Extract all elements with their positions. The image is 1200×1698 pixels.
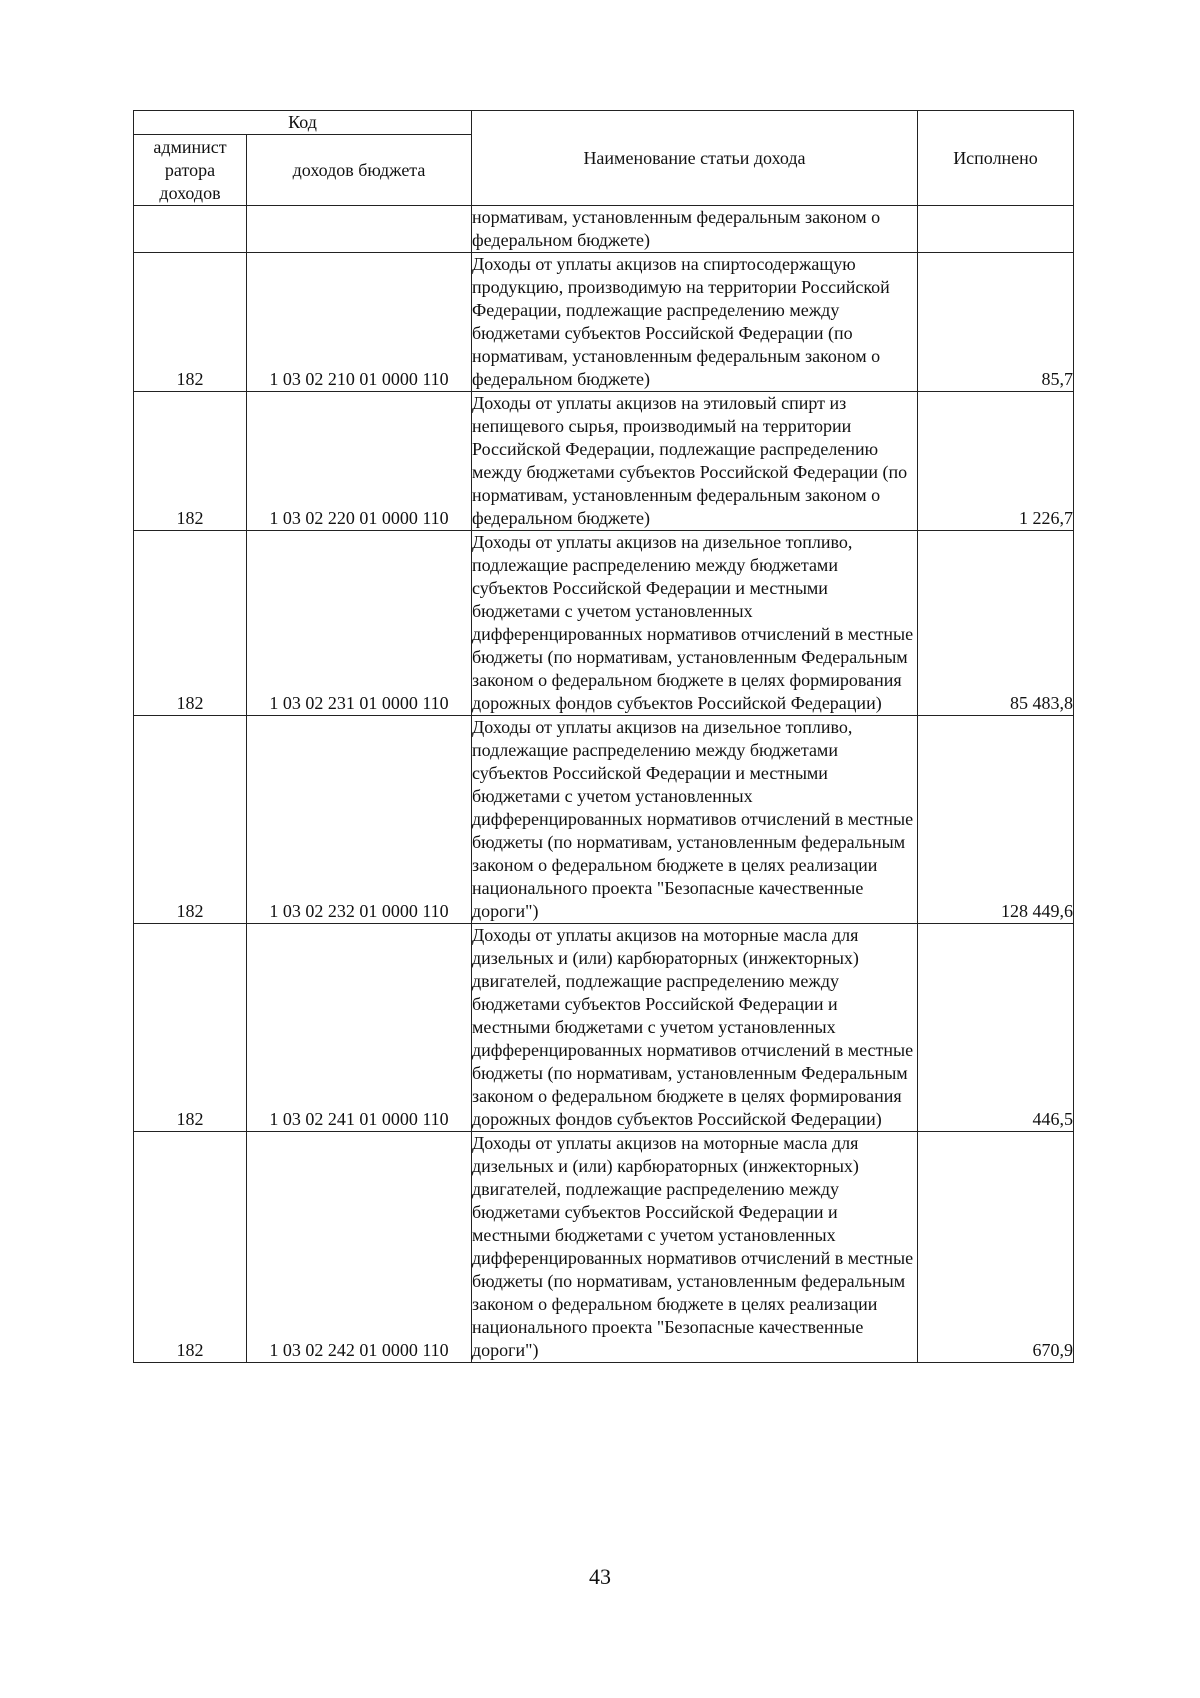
budget-code-cell: 1 03 02 232 01 0000 110 <box>247 716 472 924</box>
executed-cell: 1 226,7 <box>918 392 1074 531</box>
executed-cell: 85,7 <box>918 253 1074 392</box>
administrator-cell: 182 <box>134 1132 247 1363</box>
executed-cell <box>918 206 1074 253</box>
administrator-cell: 182 <box>134 924 247 1132</box>
header-revenue-name: Наименование статьи дохода <box>472 111 918 206</box>
page-number: 43 <box>589 1564 611 1589</box>
revenue-name-cell: Доходы от уплаты акцизов на моторные масла для дизельных и (или) карбюраторных (инжекторных) двигателей, подлежащие распределению между бюджетами субъектов Российской Федерации и местными бюджетами с учетом установленных дифференцированных нормативов отчислений в местные бюджеты (по нормативам, установленным Федеральным законом о федеральном бюджете в целях формирования дорожных фондов субъектов Российской Федерации) <box>472 924 918 1132</box>
table-row <box>134 1132 1074 1363</box>
revenue-name-cell: Доходы от уплаты акцизов на спиртосодержащую продукцию, производимую на территории Российской Федерации, подлежащие распределению между бюджетами субъектов Российской Федерации (по нормативам, установленным федеральным законом о федеральном бюджете) <box>472 253 918 392</box>
table-row <box>134 392 1074 531</box>
table-row <box>134 531 1074 716</box>
revenue-name-cell: Доходы от уплаты акцизов на моторные масла для дизельных и (или) карбюраторных (инжекторных) двигателей, подлежащие распределению между бюджетами субъектов Российской Федерации и местными бюджетами с учетом установленных дифференцированных нормативов отчислений в местные бюджеты (по нормативам, установленным федеральным законом о федеральном бюджете в целях реализации национального проекта "Безопасные качественные дороги") <box>472 1132 918 1363</box>
revenue-name-cell: Доходы от уплаты акцизов на дизельное топливо, подлежащие распределению между бюджетами субъектов Российской Федерации и местными бюджетами с учетом установленных дифференцированных нормативов отчислений в местные бюджеты (по нормативам, установленным Федеральным законом о федеральном бюджете в целях формирования дорожных фондов субъектов Российской Федерации) <box>472 531 918 716</box>
header-executed: Исполнено <box>918 111 1074 206</box>
revenue-table <box>133 110 1074 1363</box>
revenue-name-cell: нормативам, установленным федеральным законом о федеральном бюджете) <box>472 206 918 253</box>
budget-code-cell <box>247 206 472 253</box>
table-row <box>134 206 1074 253</box>
administrator-cell: 182 <box>134 531 247 716</box>
revenue-name-cell: Доходы от уплаты акцизов на этиловый спирт из непищевого сырья, производимый на территории Российской Федерации, подлежащие распределению между бюджетами субъектов Российской Федерации (по нормативам, установленным федеральным законом о федеральном бюджете) <box>472 392 918 531</box>
budget-code-cell: 1 03 02 231 01 0000 110 <box>247 531 472 716</box>
administrator-cell: 182 <box>134 392 247 531</box>
executed-cell: 85 483,8 <box>918 531 1074 716</box>
budget-code-cell: 1 03 02 210 01 0000 110 <box>247 253 472 392</box>
administrator-cell <box>134 206 247 253</box>
header-budget-code: доходов бюджета <box>247 135 472 206</box>
budget-code-cell: 1 03 02 242 01 0000 110 <box>247 1132 472 1363</box>
budget-code-cell: 1 03 02 241 01 0000 110 <box>247 924 472 1132</box>
header-kod: Код <box>134 111 472 135</box>
executed-cell: 446,5 <box>918 924 1074 1132</box>
revenue-name-cell: Доходы от уплаты акцизов на дизельное топливо, подлежащие распределению между бюджетами субъектов Российской Федерации и местными бюджетами с учетом установленных дифференцированных нормативов отчислений в местные бюджеты (по нормативам, установленным федеральным законом о федеральном бюджете в целях реализации национального проекта "Безопасные качественные дороги") <box>472 716 918 924</box>
table-row <box>134 924 1074 1132</box>
table-header <box>134 111 1074 206</box>
table-row <box>134 253 1074 392</box>
administrator-cell: 182 <box>134 716 247 924</box>
executed-cell: 670,9 <box>918 1132 1074 1363</box>
header-administrator: админист ратора доходов <box>134 135 247 206</box>
budget-code-cell: 1 03 02 220 01 0000 110 <box>247 392 472 531</box>
administrator-cell: 182 <box>134 253 247 392</box>
executed-cell: 128 449,6 <box>918 716 1074 924</box>
table-row <box>134 716 1074 924</box>
